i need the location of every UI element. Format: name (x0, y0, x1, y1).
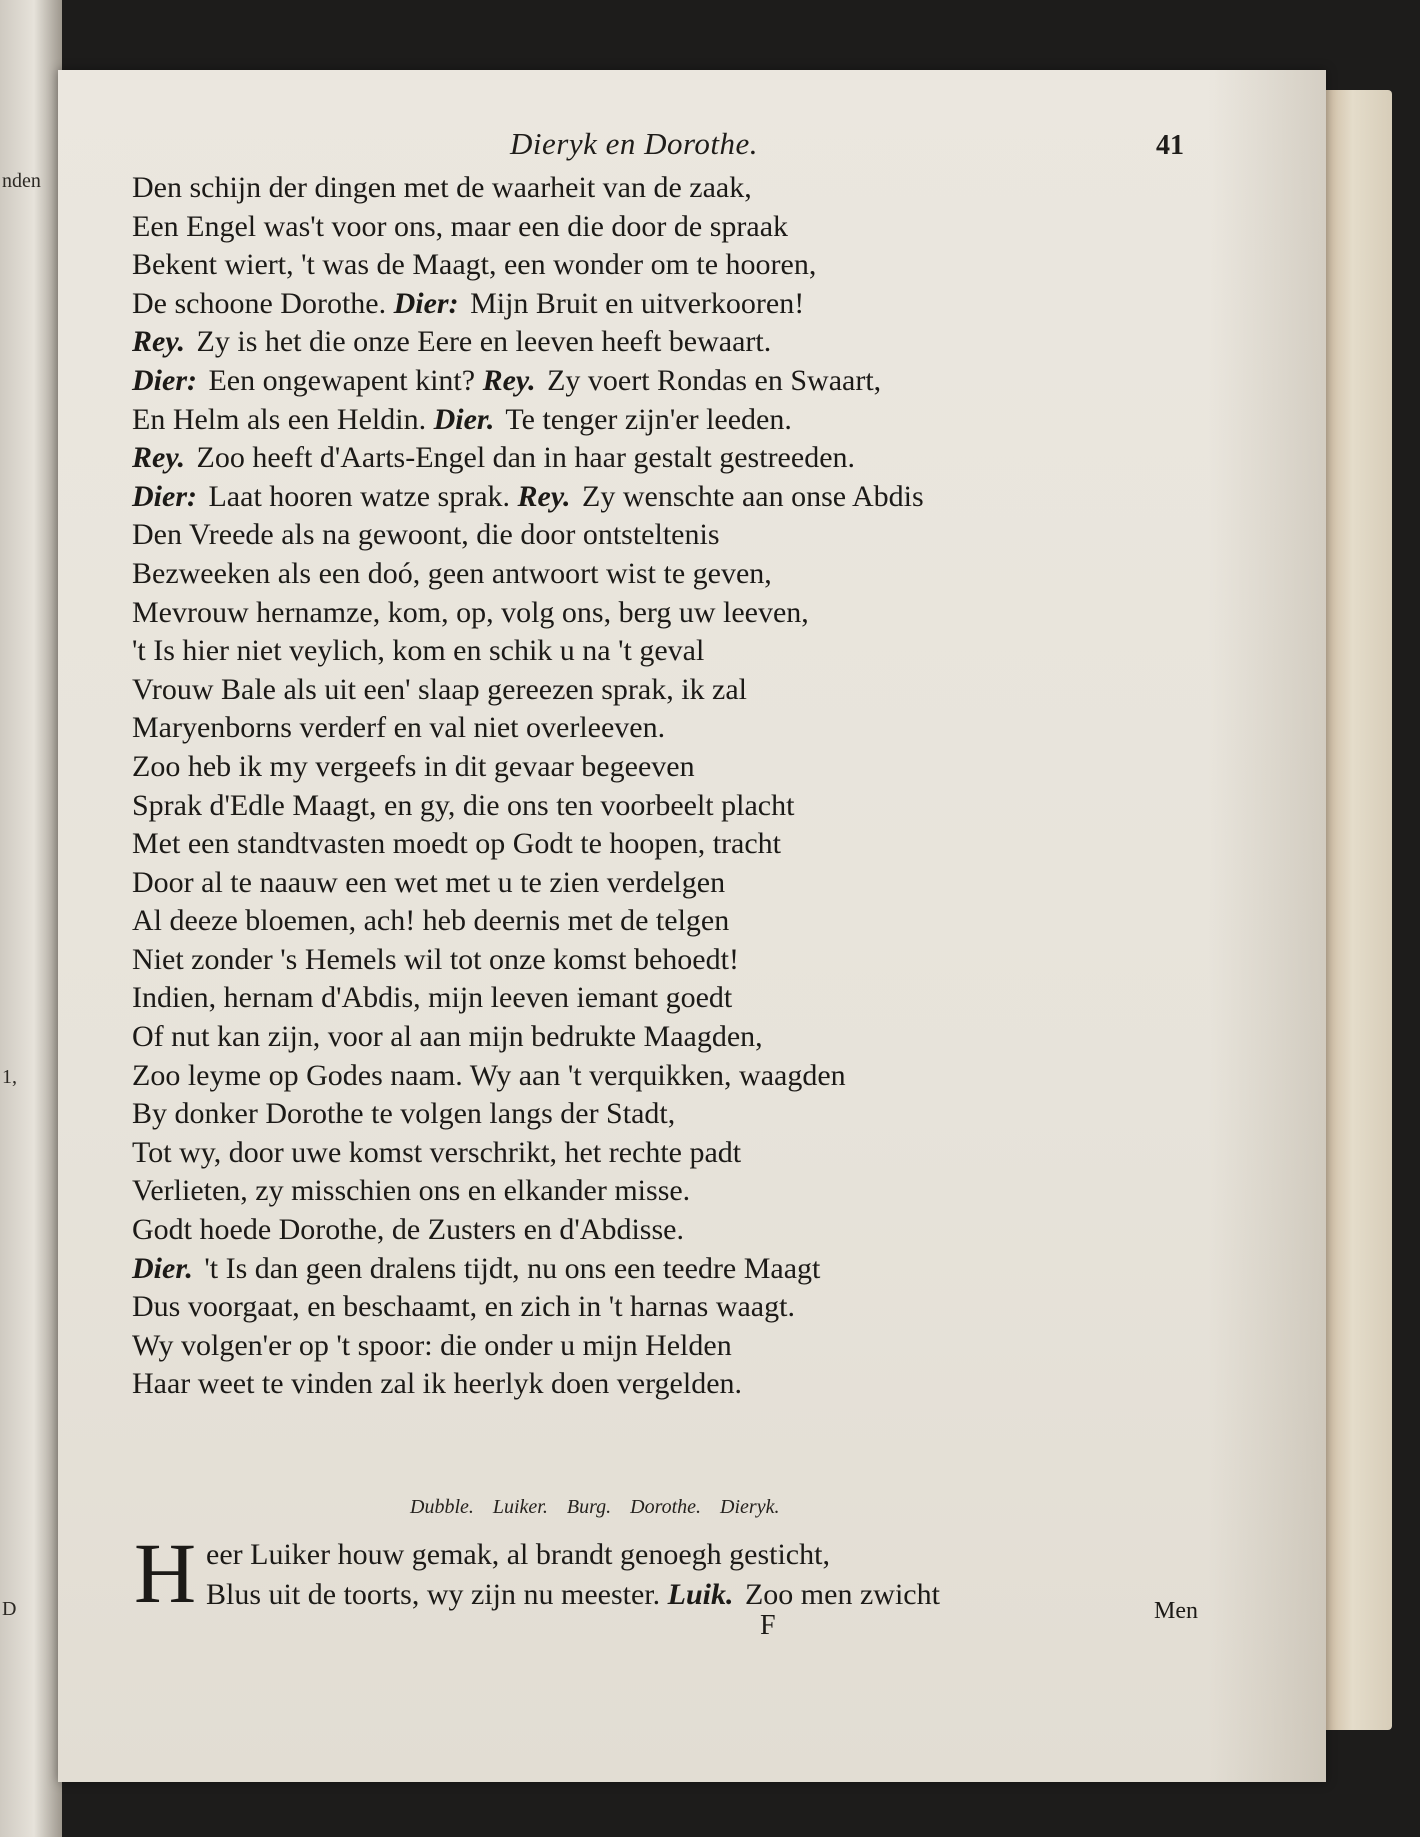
verse-line (132, 1365, 1212, 1404)
verse-text: Bezweeken als een doó, geen antwoort wist te geven, (132, 556, 772, 590)
verse-text: En Helm als een Heldin. (132, 402, 434, 436)
verse-line (132, 439, 1212, 478)
verse-line (132, 902, 1212, 941)
scene-opening-lines (206, 1535, 940, 1615)
verse-text: 't Is dan geen dralens tijdt, nu ons een teedre Maagt (196, 1251, 821, 1285)
verse-line (132, 478, 1212, 517)
verse-line (132, 1172, 1212, 1211)
facing-page-fragment: 1, (2, 1066, 17, 1088)
verse-line (132, 1057, 1212, 1096)
verse-line (132, 246, 1212, 285)
speaker-label: Dier: (393, 286, 459, 320)
verse-line (132, 208, 1212, 247)
verse-text: Blus uit de toorts, wy zijn nu meester. (206, 1578, 668, 1611)
running-title: Dieryk en Dorothe. (510, 126, 759, 161)
verse-text: Zoo heb ik my vergeefs in dit gevaar begeeven (132, 749, 695, 783)
facing-page-fragment: D (2, 1598, 17, 1620)
verse-line (132, 632, 1212, 671)
verse-line (132, 323, 1212, 362)
verse-text: Dus voorgaat, en beschaamt, en zich in 't harnas waagt. (132, 1290, 795, 1324)
drop-cap: H (134, 1525, 197, 1621)
verse-text: Wy volgen'er op 't spoor: die onder u mijn Helden (132, 1328, 732, 1362)
verse-line (132, 941, 1212, 980)
speaker-label: Rey. (517, 479, 571, 513)
verse-line (132, 362, 1212, 401)
facing-page-fragment: nden (2, 170, 41, 192)
verse-text: Laat hooren watze sprak. (200, 479, 518, 513)
verse-text: Zy is het die onze Eere en leeven heeft bewaart. (189, 325, 772, 359)
verse-text: Mevrouw hernamze, kom, op, volg ons, berg uw leeven, (132, 595, 809, 629)
verse-text: Of nut kan zijn, voor al aan mijn bedrukte Maagden, (132, 1020, 763, 1054)
verse-line (132, 1211, 1212, 1250)
verse-line (132, 787, 1212, 826)
verse-text: Haar weet te vinden zal ik heerlyk doen vergelden. (132, 1367, 743, 1401)
verse-line (206, 1575, 940, 1615)
speaker-label: Dier: (132, 363, 197, 397)
verse-line (132, 555, 1212, 594)
verse-text: By donker Dorothe te volgen langs der Stadt, (132, 1097, 676, 1131)
verse-text: Verlieten, zy misschien ons en elkander misse. (132, 1174, 691, 1208)
verse-line (132, 825, 1212, 864)
catchword: Men (1154, 1598, 1198, 1624)
verse-text: Tot wy, door uwe komst verschrikt, het rechte padt (132, 1135, 742, 1169)
verse-line (132, 709, 1212, 748)
verse-text: Al deeze bloemen, ach! heb deernis met de telgen (132, 904, 730, 938)
verse-text: Zy wenschte aan onse Abdis (574, 479, 924, 513)
speaker-label: Rey. (482, 363, 536, 397)
facing-page-edge (0, 0, 62, 1837)
verse-line (132, 285, 1212, 324)
verse-block (132, 169, 1212, 1404)
verse-text: Mijn Bruit en uitverkooren! (462, 286, 805, 320)
verse-line (132, 169, 1212, 208)
signature-mark: F (760, 1610, 776, 1641)
verse-text: Te tenger zijn'er leeden. (498, 402, 792, 436)
verse-line (132, 979, 1212, 1018)
verse-text: eer Luiker houw gemak, al brandt genoegh gesticht, (206, 1538, 830, 1571)
verse-text: Door al te naauw een wet met u te zien verdelgen (132, 865, 726, 899)
scene-cast-list: Dubble. Luiker. Burg. Dorothe. Dieryk. (410, 1496, 780, 1518)
verse-text: Vrouw Bale als uit een' slaap gereezen sprak, ik zal (132, 672, 748, 706)
verse-text: Indien, hernam d'Abdis, mijn leeven iemant goedt (132, 981, 733, 1015)
speaker-label: Rey. (132, 325, 186, 359)
verse-text: Godt hoede Dorothe, de Zusters en d'Abdisse. (132, 1213, 684, 1247)
verse-line (132, 1288, 1212, 1327)
verse-text: Een Engel was't voor ons, maar een die door de spraak (132, 209, 789, 243)
speaker-label: Dier. (132, 1251, 193, 1285)
verse-line (132, 864, 1212, 903)
verse-line (132, 1018, 1212, 1057)
verse-text: 't Is hier niet veylich, kom en schik u na 't geval (132, 634, 705, 668)
verse-text: Zoo men zwicht (737, 1578, 940, 1611)
verse-line (132, 594, 1212, 633)
verse-line (206, 1535, 940, 1575)
verse-line (132, 1327, 1212, 1366)
speaker-label: Rey. (132, 441, 186, 475)
verse-text: Zy voert Rondas en Swaart, (539, 363, 882, 397)
verse-text: De schoone Dorothe. (132, 286, 394, 320)
page-number: 41 (1156, 130, 1184, 161)
verse-text: Zoo leyme op Godes naam. Wy aan 't verquikken, waagden (132, 1058, 846, 1092)
speaker-label: Dier: (132, 479, 197, 513)
verse-text: Met een standtvasten moedt op Godt te hoopen, tracht (132, 827, 781, 861)
verse-text: Zoo heeft d'Aarts-Engel dan in haar gestalt gestreeden. (189, 441, 856, 475)
speaker-label: Luik. (667, 1578, 734, 1611)
verse-text: Den Vreede als na gewoont, die door ontsteltenis (132, 518, 720, 552)
verse-line (132, 516, 1212, 555)
verse-line (132, 1250, 1212, 1289)
verse-text: Sprak d'Edle Maagt, en gy, die ons ten voorbeelt placht (132, 788, 795, 822)
verse-text: Een ongewapent kint? (200, 363, 483, 397)
page-curl-shadow (1208, 70, 1326, 1782)
speaker-label: Dier. (433, 402, 495, 436)
verse-line (132, 748, 1212, 787)
verse-line (132, 1134, 1212, 1173)
verse-text: Bekent wiert, 't was de Maagt, een wonder om te hooren, (132, 248, 817, 282)
book-fore-edge (1320, 90, 1392, 1730)
verse-text: Niet zonder 's Hemels wil tot onze komst behoedt! (132, 942, 739, 976)
verse-line (132, 1095, 1212, 1134)
verse-text: Den schijn der dingen met de waarheit van de zaak, (132, 171, 752, 204)
verse-line (132, 671, 1212, 710)
verse-line (132, 401, 1212, 440)
verse-text: Maryenborns verderf en val niet overleeven. (132, 711, 666, 745)
